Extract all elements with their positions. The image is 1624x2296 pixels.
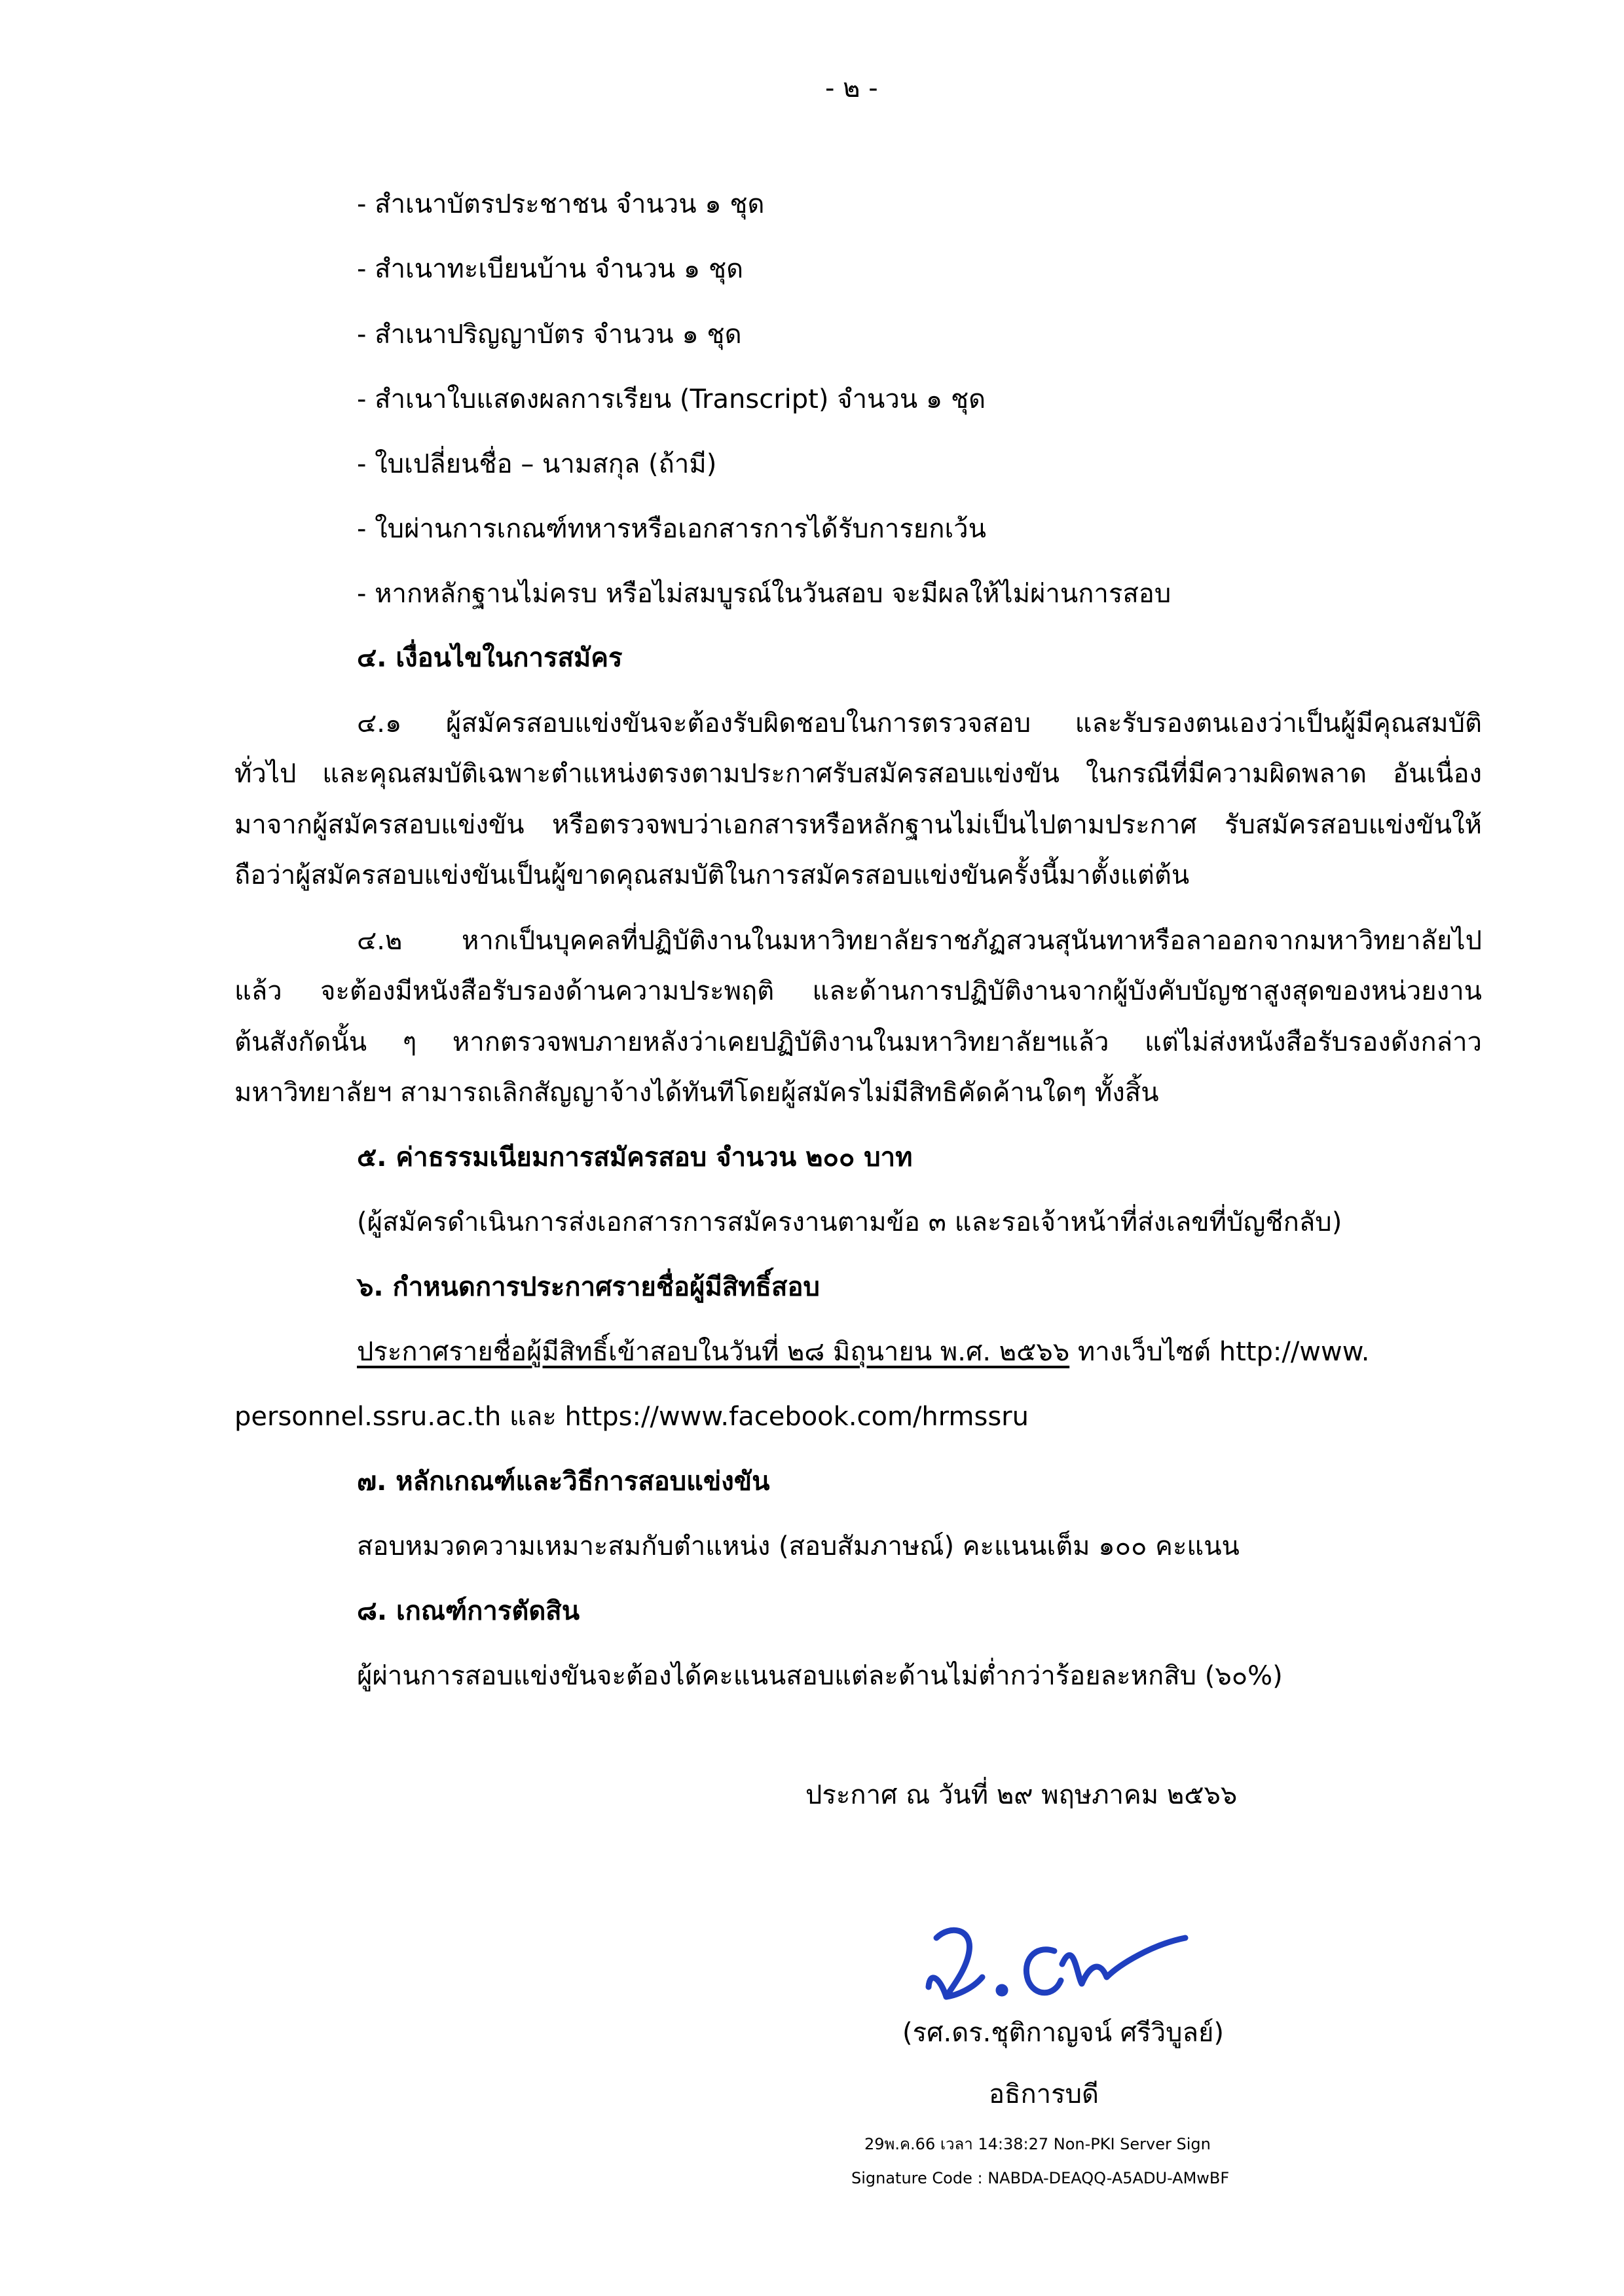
- section-4-1-line: ๔.๑ ผู้สมัครสอบแข่งขันจะต้องรับผิดชอบในการตรวจสอบ และรับรองตนเองว่าเป็นผู้มีคุณสมบัติ: [357, 708, 1482, 738]
- section-8-text: ผู้ผ่านการสอบแข่งขันจะต้องได้คะแนนสอบแต่ละด้านไม่ต่ำกว่าร้อยละหกสิบ (๖๐%): [357, 1661, 1283, 1691]
- section-4-1-line: มาจากผู้สมัครสอบแข่งขัน หรือตรวจพบว่าเอกสารหรือหลักฐานไม่เป็นไปตามประกาศ รับสมัครสอบแข่งขันให้: [234, 810, 1482, 840]
- announcement-date-underlined: ประกาศรายชื่อผู้มีสิทธิ์เข้าสอบในวันที่ ๒๘ มิถุนายน พ.ศ. ๒๕๖๖: [357, 1337, 1070, 1367]
- section-6-urls: personnel.ssru.ac.th และ https://www.facebook.com/hrmssru: [234, 1402, 1029, 1432]
- section-8-heading: ๘. เกณฑ์การตัดสิน: [357, 1596, 580, 1626]
- signature-code: Signature Code : NABDA-DEAQQ-A5ADU-AMwBF: [851, 2169, 1230, 2187]
- section-4-2-line: มหาวิทยาลัยฯ สามารถเลิกสัญญาจ้างได้ทันทีโดยผู้สมัครไม่มีสิทธิคัดค้านใดๆ ทั้งสิ้น: [234, 1078, 1159, 1108]
- handwritten-signature: [910, 1899, 1211, 2016]
- section-7-text: สอบหมวดความเหมาะสมกับตำแหน่ง (สอบสัมภาษณ์) คะแนนเต็ม ๑๐๐ คะแนน: [357, 1531, 1240, 1561]
- doc-item: - สำเนาใบแสดงผลการเรียน (Transcript) จำนวน ๑ ชุด: [357, 384, 986, 414]
- announcement-date: ประกาศ ณ วันที่ ๒๙ พฤษภาคม ๒๕๖๖: [805, 1780, 1238, 1810]
- doc-item: - สำเนาบัตรประชาชน จำนวน ๑ ชุด: [357, 189, 765, 219]
- section-5-text: (ผู้สมัครดำเนินการส่งเอกสารการสมัครงานตามข้อ ๓ และรอเจ้าหน้าที่ส่งเลขที่บัญชีกลับ): [357, 1207, 1342, 1237]
- e-sign-info: 29พ.ค.66 เวลา 14:38:27 Non-PKI Server Sign: [864, 2135, 1211, 2153]
- section-5-heading: ๕. ค่าธรรมเนียมการสมัครสอบ จำนวน ๒๐๐ บาท: [357, 1142, 913, 1173]
- section-7-heading: ๗. หลักเกณฑ์และวิธีการสอบแข่งขัน: [357, 1467, 770, 1497]
- signatory-name: (รศ.ดร.ชุติกาญจน์ ศรีวิบูลย์): [902, 2018, 1225, 2048]
- section-4-2-line: แล้ว จะต้องมีหนังสือรับรองด้านความประพฤติ และด้านการปฏิบัติงานจากผู้บังคับบัญชาสูงสุดของหน่วยงาน: [234, 976, 1482, 1006]
- section-4-1-line: ทั่วไป และคุณสมบัติเฉพาะตำแหน่งตรงตามประกาศรับสมัครสอบแข่งขัน ในกรณีที่มีความผิดพลาด อันเนื่อง: [234, 759, 1482, 789]
- section-4-1-line: ถือว่าผู้สมัครสอบแข่งขันเป็นผู้ขาดคุณสมบัติในการสมัครสอบแข่งขันครั้งนี้มาตั้งแต่ต้น: [234, 860, 1190, 890]
- section-6-heading: ๖. กำหนดการประกาศรายชื่อผู้มีสิทธิ์สอบ: [357, 1272, 820, 1302]
- doc-item: - ใบเปลี่ยนชื่อ – นามสกุล (ถ้ามี): [357, 449, 717, 479]
- doc-item: - หากหลักฐานไม่ครบ หรือไม่สมบูรณ์ในวันสอบ จะมีผลให้ไม่ผ่านการสอบ: [357, 579, 1172, 609]
- page-number: - ๒ -: [825, 73, 878, 103]
- section-4-2-line: ต้นสังกัดนั้น ๆ หากตรวจพบภายหลังว่าเคยปฏิบัติงานในมหาวิทยาลัยฯแล้ว แต่ไม่ส่งหนังสือรับรองดังกล่าว: [234, 1027, 1482, 1057]
- doc-item: - ใบผ่านการเกณฑ์ทหารหรือเอกสารการได้รับการยกเว้น: [357, 514, 986, 544]
- doc-item: - สำเนาปริญญาบัตร จำนวน ๑ ชุด: [357, 319, 742, 350]
- signatory-position: อธิการบดี: [989, 2079, 1099, 2109]
- website-text: ทางเว็บไซต์ http://www.: [1069, 1337, 1370, 1367]
- doc-item: - สำเนาทะเบียนบ้าน จำนวน ๑ ชุด: [357, 254, 744, 284]
- section-4-heading: ๔. เงื่อนไขในการสมัคร: [357, 643, 623, 673]
- section-4-2-line: ๔.๒ หากเป็นบุคคลที่ปฏิบัติงานในมหาวิทยาลัยราชภัฏสวนสุนันทาหรือลาออกจากมหาวิทยาลัยไป: [357, 926, 1482, 956]
- section-6-line: [357, 1334, 1369, 1370]
